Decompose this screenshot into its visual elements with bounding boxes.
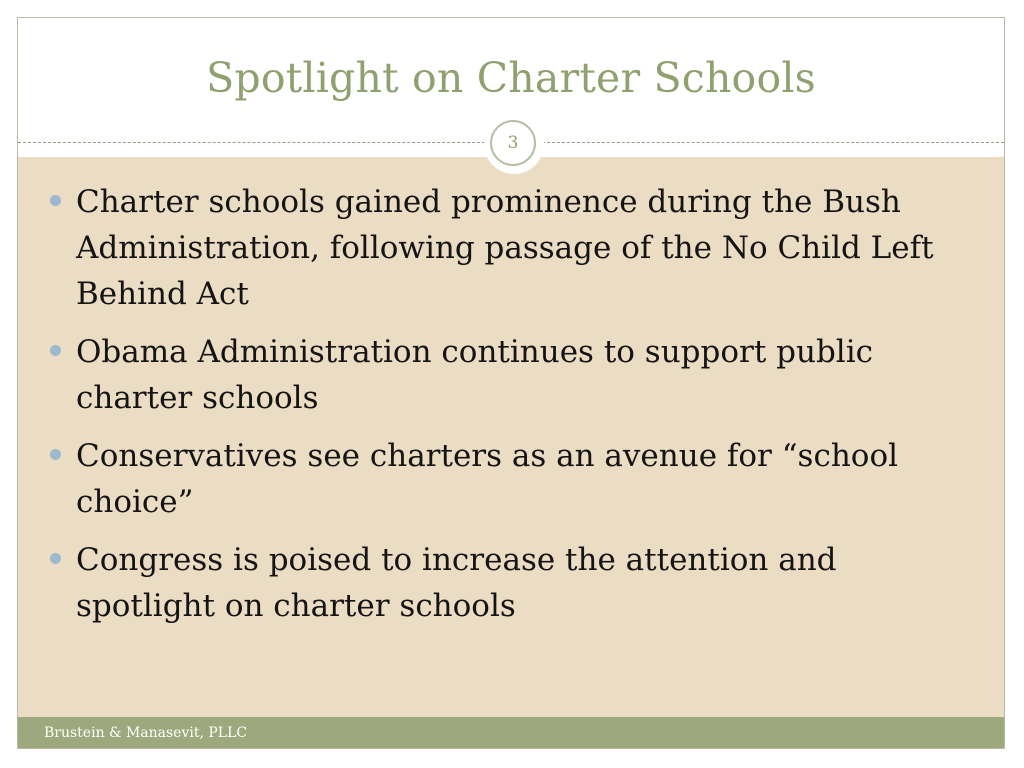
bullet-item: [48, 179, 978, 317]
slide-title: Spotlight on Charter Schools: [206, 54, 816, 102]
bullet-list: [48, 179, 978, 641]
footer-text: Brustein & Manasevit, PLLC: [44, 725, 248, 741]
bullet-text: Obama Administration continues to support public charter schools: [76, 334, 873, 416]
bullet-item: [48, 329, 978, 421]
slide: [17, 17, 1005, 749]
page-number-badge: 3: [490, 120, 536, 166]
footer: [18, 717, 1004, 749]
bullet-marker-icon: [50, 195, 61, 206]
bullet-text: Congress is poised to increase the attention and spotlight on charter schools: [76, 542, 837, 624]
bullet-marker-icon: [50, 449, 61, 460]
bullet-item: [48, 433, 978, 525]
bullet-text: Charter schools gained prominence during the Bush Administration, following passage of the No Child Left Behind Act: [76, 184, 934, 312]
bullet-marker-icon: [50, 345, 61, 356]
bullet-marker-icon: [50, 553, 61, 564]
bullet-text: Conservatives see charters as an avenue for “school choice”: [76, 438, 899, 520]
bullet-item: [48, 537, 978, 629]
